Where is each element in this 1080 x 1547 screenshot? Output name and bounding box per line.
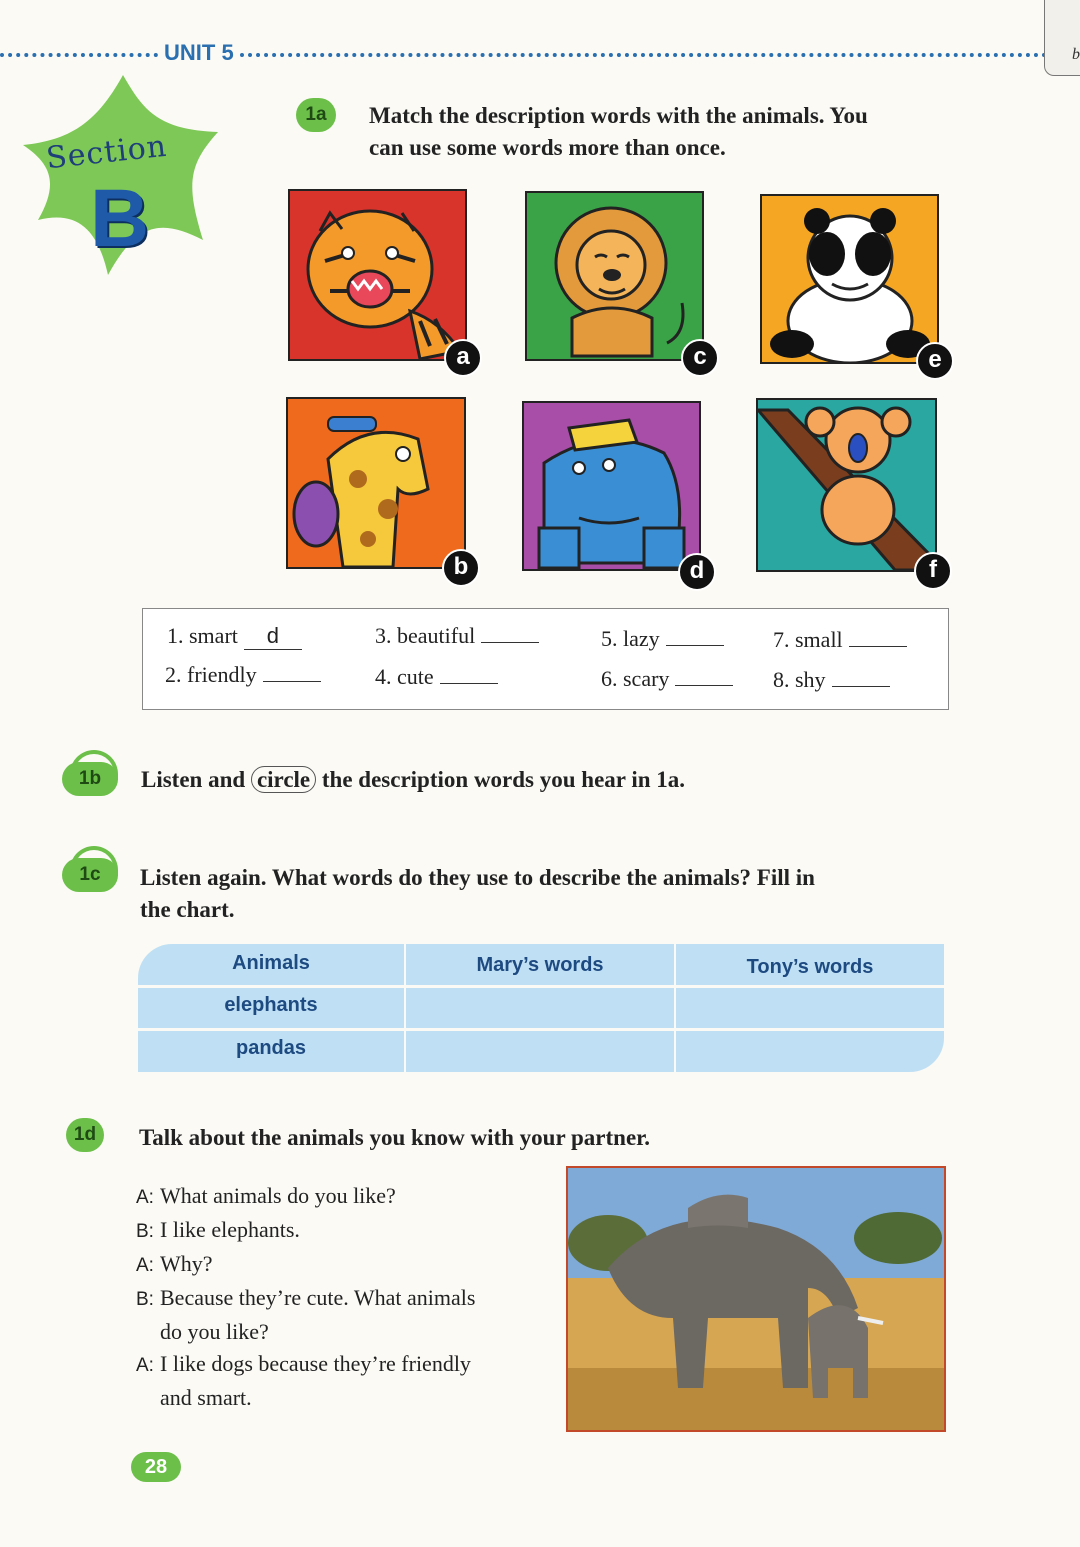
answer-blank[interactable]: d <box>244 623 302 650</box>
exercise-label-1d: 1d <box>66 1118 104 1152</box>
dotted-rule-right <box>240 53 1055 57</box>
chart-row-animal: elephants <box>224 994 318 1016</box>
panda-icon <box>762 196 937 362</box>
unit-label: UNIT 5 <box>160 40 238 66</box>
chart-header-tony: Tony’s words <box>746 956 874 978</box>
dialogue-line <box>136 1316 475 1348</box>
line-text: What animals do you like? <box>160 1183 396 1208</box>
answer-blank[interactable] <box>440 683 498 684</box>
speaker: B: <box>136 1221 154 1242</box>
picture-elephant <box>522 401 705 584</box>
picture-koala <box>756 398 937 583</box>
word-text: 4. cute <box>375 664 434 689</box>
page-number: 28 <box>131 1452 181 1482</box>
word-text: 3. beautiful <box>375 623 476 648</box>
dotted-rule-left <box>0 53 158 57</box>
instruction-1a-line1: Match the description words with the animals. You <box>369 103 868 128</box>
speaker: A: <box>136 1255 154 1276</box>
exercise-label-1a: 1a <box>296 98 336 132</box>
word-item <box>375 623 539 649</box>
answer-blank[interactable] <box>849 646 907 647</box>
word-item <box>165 662 321 688</box>
elephant-photo-icon <box>568 1168 944 1430</box>
line-text: I like elephants. <box>160 1217 300 1242</box>
speaker: A: <box>136 1187 154 1208</box>
chart-header-mary: Mary’s words <box>476 954 604 976</box>
section-badge <box>18 70 228 285</box>
instruction-1b-before: Listen and <box>141 767 246 792</box>
word-item <box>773 627 907 653</box>
picture-letter-e: e <box>916 342 954 380</box>
word-item <box>601 626 724 652</box>
answer-blank[interactable] <box>675 685 733 686</box>
chart-cell-input[interactable] <box>406 1033 674 1069</box>
answer-blank[interactable] <box>832 686 890 687</box>
lion-icon <box>527 193 702 359</box>
exercise-label-1b: 1b <box>62 762 118 796</box>
answer-blank[interactable] <box>481 642 539 643</box>
picture-lion <box>525 191 707 370</box>
answer-blank[interactable] <box>263 681 321 682</box>
chart-row-divider <box>138 1028 944 1031</box>
picture-giraffe <box>286 397 469 580</box>
speaker: B: <box>136 1289 154 1310</box>
picture-letter-a: a <box>444 339 482 377</box>
word-text: 8. shy <box>773 667 826 692</box>
instruction-1a-line2: can use some words more than once. <box>369 135 726 160</box>
dialogue-line <box>136 1282 475 1316</box>
dialogue-line <box>136 1214 475 1248</box>
unit-header <box>0 40 1055 70</box>
line-text: Why? <box>160 1251 213 1276</box>
chart-cell-input[interactable] <box>676 990 944 1026</box>
answer-blank[interactable] <box>666 645 724 646</box>
koala-icon <box>758 400 935 570</box>
word-item <box>773 667 890 693</box>
giraffe-icon <box>288 399 464 567</box>
picture-letter-d: d <box>678 553 716 591</box>
chart-row-animal: pandas <box>235 1037 307 1059</box>
picture-panda <box>760 194 942 373</box>
instruction-1a <box>369 100 868 164</box>
exercise-label-1c: 1c <box>62 858 118 892</box>
elephant-photo <box>566 1166 946 1432</box>
instruction-1c <box>140 862 815 926</box>
fill-in-chart <box>138 944 944 1072</box>
line-text: and smart. <box>160 1385 252 1410</box>
dialogue-line <box>136 1382 475 1414</box>
word-item <box>601 666 733 692</box>
word-text: 2. friendly <box>165 662 257 687</box>
picture-tiger <box>288 189 470 370</box>
picture-letter-b: b <box>442 549 480 587</box>
tiger-icon <box>290 191 465 359</box>
chart-cell-input[interactable] <box>676 1033 944 1069</box>
badge-letter: B <box>90 173 150 264</box>
elephant-icon <box>524 403 699 569</box>
instruction-1c-line1: Listen again. What words do they use to describe the animals? Fill in <box>140 865 815 890</box>
word-text: 7. small <box>773 627 843 652</box>
word-item <box>167 623 302 650</box>
word-item <box>375 664 498 690</box>
corner-letter: b <box>1072 46 1080 63</box>
word-text: 6. scary <box>601 666 670 691</box>
badge-section-text: Section <box>44 128 169 177</box>
description-words-box <box>142 608 949 710</box>
speaker: A: <box>136 1355 154 1376</box>
chart-cell-input[interactable] <box>406 990 674 1026</box>
page-corner-tab <box>1044 0 1080 76</box>
picture-letter-c: c <box>681 339 719 377</box>
line-text: Because they’re cute. What animals <box>160 1285 476 1310</box>
dialogue-line <box>136 1248 475 1282</box>
picture-letter-f: f <box>914 552 952 590</box>
instruction-1d: Talk about the animals you know with your partner. <box>139 1125 651 1150</box>
word-text: 1. smart <box>167 623 238 648</box>
circled-word: circle <box>251 766 316 793</box>
instruction-1b <box>141 764 685 796</box>
chart-header-animals: Animals <box>232 952 310 974</box>
line-text: do you like? <box>160 1319 269 1344</box>
dialogue <box>136 1180 475 1414</box>
word-text: 5. lazy <box>601 626 660 651</box>
line-text: I like dogs because they’re friendly <box>160 1351 471 1376</box>
instruction-1b-after: the description words you hear in 1a. <box>321 767 686 792</box>
dialogue-line <box>136 1180 475 1214</box>
dialogue-line <box>136 1348 475 1382</box>
chart-row-divider <box>138 985 944 988</box>
instruction-1c-line2: the chart. <box>140 897 235 922</box>
